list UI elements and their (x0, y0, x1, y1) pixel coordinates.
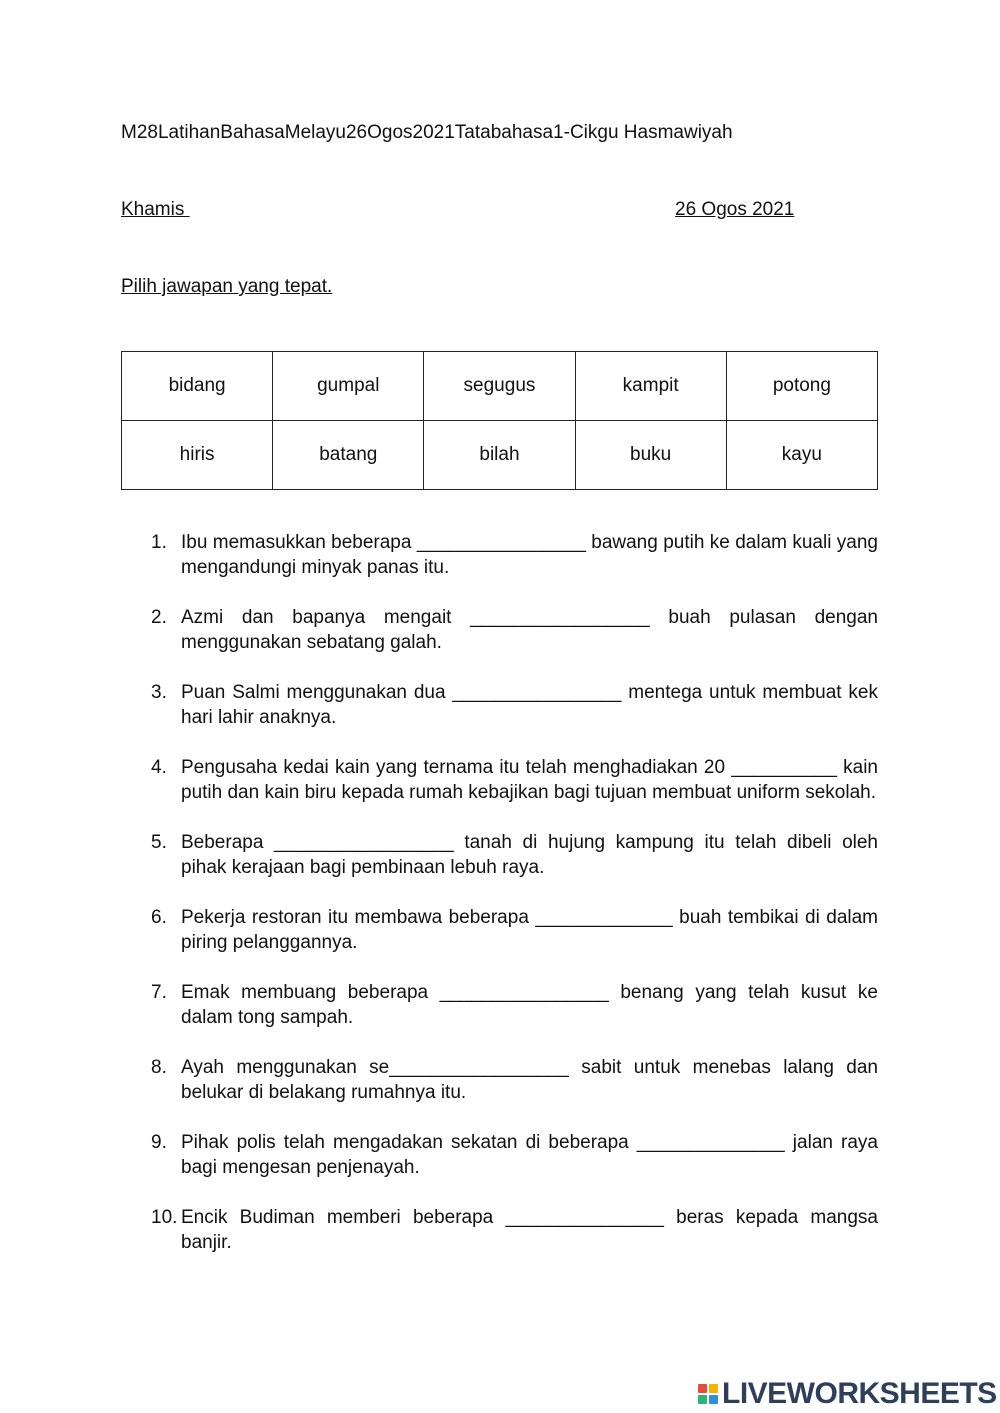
question-number: 4. (151, 757, 167, 778)
question-text[interactable]: Ibu memasukkan beberapa ________________ bawang putih ke dalam kuali yang mengandungi minyak panas itu. (181, 532, 878, 578)
question-number: 5. (151, 832, 167, 853)
question-number: 6. (151, 907, 167, 928)
question-text[interactable]: Beberapa _________________ tanah di hujung kampung itu telah dibeli oleh pihak kerajaan bagi pembinaan lebuh raya. (181, 832, 878, 878)
word-bank-cell: bidang (122, 352, 273, 421)
day-label: Khamis (121, 199, 190, 220)
question-item (151, 980, 878, 1030)
question-number: 10. (151, 1207, 178, 1228)
question-item (151, 680, 878, 730)
question-item (151, 755, 878, 805)
word-bank-cell: gumpal (273, 352, 424, 421)
instruction: Pilih jawapan yang tepat. (121, 276, 333, 297)
worksheet-title: M28LatihanBahasaMelayu26Ogos2021Tatabahasa1-Cikgu Hasmawiyah (121, 122, 733, 143)
question-number: 8. (151, 1057, 167, 1078)
word-bank-cell: hiris (122, 421, 273, 490)
logo-mark-icon (698, 1384, 718, 1404)
question-number: 7. (151, 982, 167, 1003)
question-number: 2. (151, 607, 167, 628)
question-text[interactable]: Pekerja restoran itu membawa beberapa _____________ buah tembikai di dalam piring pelanggannya. (181, 907, 878, 953)
question-number: 9. (151, 1132, 167, 1153)
question-text[interactable]: Pengusaha kedai kain yang ternama itu telah menghadiakan 20 __________ kain putih dan kain biru kepada rumah kebajikan bagi tujuan membuat uniform sekolah. (181, 757, 878, 803)
question-item (151, 1055, 878, 1105)
question-number: 3. (151, 682, 167, 703)
question-list (151, 530, 878, 1280)
question-item (151, 905, 878, 955)
word-bank-cell: buku (575, 421, 726, 490)
logo-square (709, 1384, 718, 1393)
question-item (151, 605, 878, 655)
logo-square (698, 1384, 707, 1393)
logo-square (698, 1395, 707, 1404)
date-label: 26 Ogos 2021 (675, 199, 795, 220)
question-text[interactable]: Ayah menggunakan se_________________ sabit untuk menebas lalang dan belukar di belakang rumahnya itu. (181, 1057, 878, 1103)
question-number: 1. (151, 532, 167, 553)
logo-text: LIVEWORKSHEETS (722, 1377, 997, 1410)
question-item (151, 830, 878, 880)
word-bank-cell: kayu (726, 421, 877, 490)
word-bank-table (121, 351, 878, 490)
question-text[interactable]: Pihak polis telah mengadakan sekatan di beberapa ______________ jalan raya bagi mengesan penjenayah. (181, 1132, 878, 1178)
word-bank-row (122, 421, 878, 490)
word-bank-cell: segugus (424, 352, 575, 421)
question-item (151, 1130, 878, 1180)
question-text[interactable]: Emak membuang beberapa ________________ benang yang telah kusut ke dalam tong sampah. (181, 982, 878, 1028)
question-item (151, 530, 878, 580)
question-text[interactable]: Encik Budiman memberi beberapa _______________ beras kepada mangsa banjir. (181, 1207, 878, 1253)
word-bank-cell: potong (726, 352, 877, 421)
word-bank-cell: kampit (575, 352, 726, 421)
logo-square (709, 1395, 718, 1404)
liveworksheets-logo[interactable] (698, 1378, 997, 1410)
question-item (151, 1205, 878, 1255)
question-text[interactable]: Azmi dan bapanya mengait _________________ buah pulasan dengan menggunakan sebatang galah. (181, 607, 878, 653)
question-text[interactable]: Puan Salmi menggunakan dua ________________ mentega untuk membuat kek hari lahir anaknya. (181, 682, 878, 728)
word-bank-cell: batang (273, 421, 424, 490)
word-bank-cell: bilah (424, 421, 575, 490)
word-bank-row (122, 352, 878, 421)
